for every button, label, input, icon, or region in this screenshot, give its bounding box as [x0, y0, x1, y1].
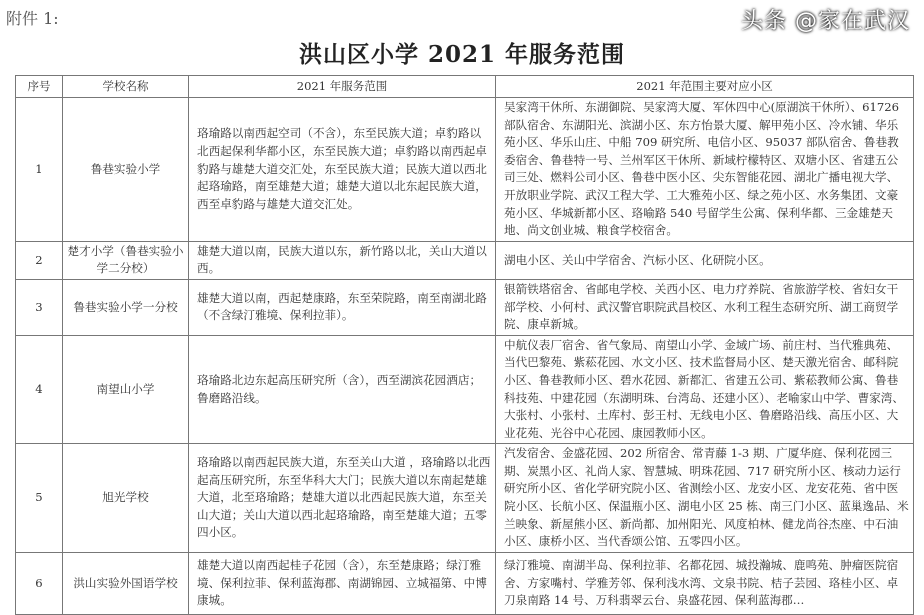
service-area-table: [15, 75, 914, 615]
service-scope: 雄楚大道以南，民族大道以东，新竹路以北，关山大道以西。: [189, 241, 496, 279]
table-row: [16, 241, 914, 279]
school-name: 鲁巷实验小学一分校: [63, 279, 189, 335]
page-title: 洪山区小学 2021 年服务范围: [298, 41, 626, 68]
header-no: 序号: [16, 76, 63, 98]
row-no: 6: [16, 552, 63, 614]
row-no: 3: [16, 279, 63, 335]
attachment-label: 附件 1:: [6, 9, 59, 28]
table-header-row: [16, 76, 914, 98]
service-scope: 珞瑜路北边东起高压研究所（含），西至湖滨花园酒店；鲁磨路沿线。: [189, 335, 496, 444]
table-row: [16, 98, 914, 242]
table-row: [16, 552, 914, 614]
header-scope: 2021 年服务范围: [189, 76, 496, 98]
service-scope: 雄楚大道以南西起桂子花园（含），东至楚康路；绿汀雅境、保利拉菲、保利蓝海郡、南湖锦园、立城福第、中博康城。: [189, 552, 496, 614]
communities: 吴家湾干休所、东湖御院、吴家湾大厦、军休四中心(原湖滨干休所）、61726 部队宿舍、东湖阳光、滨湖小区、东方怡景大厦、解甲苑小区、冷水铺、华乐苑小区、华乐山庄、中船 709 研究所、电信小区、95037 部队宿舍、鲁巷教委宿舍、鲁巷特一号、兰州军区干休所、新域柠檬特区、双塘小区、省建五公司三处、燃料公司小区、鲁巷中医小区、尖东智能花园、湖北广播电视大学、开放职业学院、武汉工程大学、工大雅苑小区、绿之苑小区、水务集团、文豪苑小区、华城新都小区、珞喻路 540 号留学生公寓、保利华都、三金雄楚天地、尚文创业城、粮食学校宿舍。: [496, 98, 914, 242]
service-scope: 珞瑜路以南西起民族大道，东至关山大道 ，珞瑜路以北西起高压研究所，东至华科大大门；民族大道以东南起楚雄大道，北至珞瑜路；楚雄大道以北西起民族大道，东至关山大道；关山大道以西北起珞瑜路，南至楚雄大道；五零四小区。: [189, 444, 496, 553]
communities: 中航仪表厂宿舍、省气象局、南望山小学、金域广场、前庄村、当代雅典苑、当代巴黎苑、紫菘花园、水文小区、技术监督局小区、楚天激光宿舍、邮科院小区、鲁巷教师小区、碧水花园、新都汇、省建五公司、紫菘教师公寓、鲁巷科技苑、中建花园（东湖明珠、台湾岛、还建小区）、老喻家山中学、曹家湾、大张村、小张村、土库村、彭王村、无线电小区、鲁磨路沿线、高压小区、大业花苑、光谷中心花园、康园教师小区。: [496, 335, 914, 444]
row-no: 4: [16, 335, 63, 444]
school-name: 洪山实验外国语学校: [63, 552, 189, 614]
table-row: [16, 335, 914, 444]
row-no: 5: [16, 444, 63, 553]
communities: 汽发宿舍、金盛花园、202 所宿舍、常青藤 1-3 期、广厦华庭、保利花园三期、炭黑小区、礼尚人家、智慧城、明珠花园、717 研究所小区、核动力运行研究所小区、省化学研究院小区、省测绘小区、龙安小区、龙安花苑、省中医院小区、长航小区、保温瓶小区、湖电小区 25 栋、南三门小区、蓝巢逸品、米兰映象、新屋熊小区、新尚都、加州阳光、风度柏林、健龙尚谷杰座、中石油小区、康桥小区、当代香颂公馆、五零四小区。: [496, 444, 914, 553]
school-name: 鲁巷实验小学: [63, 98, 189, 242]
header-communities: 2021 年范围主要对应小区: [496, 76, 914, 98]
school-name: 楚才小学（鲁巷实验小学二分校）: [63, 241, 189, 279]
school-name: 旭光学校: [63, 444, 189, 553]
row-no: 1: [16, 98, 63, 242]
service-scope: 雄楚大道以南，西起楚康路，东至荣院路，南至南湖北路（不含绿汀雅境、保利拉菲）。: [189, 279, 496, 335]
service-scope: 珞瑜路以南西起空司（不含），东至民族大道；卓豹路以北西起保利华都小区，东至民族大道；卓豹路以南西起卓豹路与雄楚大道交汇处，东至民族大道；民族大道以西北起珞瑜路，南至雄楚大道；雄楚大道以北东起民族大道，西至卓豹路与雄楚大道交汇处。: [189, 98, 496, 242]
header-school: 学校名称: [63, 76, 189, 98]
table-row: [16, 279, 914, 335]
communities: 银箭铁塔宿舍、省邮电学校、关西小区、电力疗养院、省旅游学校、省妇女干部学校、小何村、武汉警官职院武昌校区、水利工程生态研究所、湖工商贸学院、康卓新城。: [496, 279, 914, 335]
school-name: 南望山小学: [63, 335, 189, 444]
communities: 绿汀雅境、南湖半岛、保利拉菲、名都花园、城投瀚城、鹿鸣苑、肿瘤医院宿舍、方家嘴村、学雅芳邻、保利浅水湾、文泉书院、桔子芸园、珞桂小区、卓刀泉南路 14 号、万科翡翠云台、泉盛花园、保利蓝海郡…: [496, 552, 914, 614]
watermark: 头条 @家在武汉: [741, 9, 910, 34]
table-row: [16, 444, 914, 553]
row-no: 2: [16, 241, 63, 279]
communities: 湖电小区、关山中学宿舍、汽标小区、化研院小区。: [496, 241, 914, 279]
